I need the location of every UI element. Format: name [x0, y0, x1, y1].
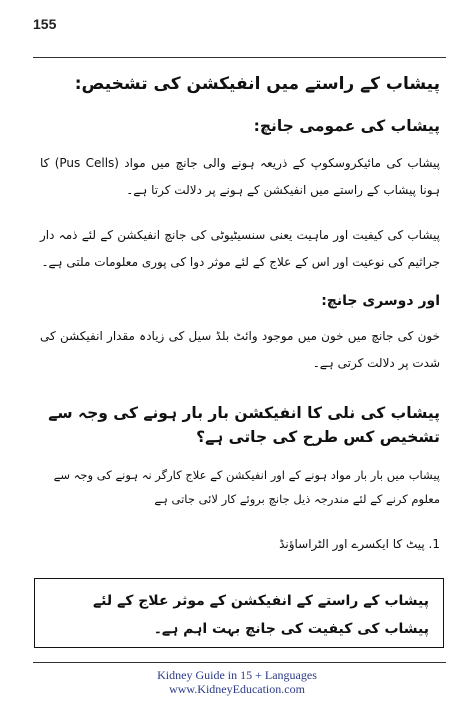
footer [0, 668, 474, 696]
general-test-paragraph: پیشاب کی مائیکروسکوپ کے ذریعہ ہونے والی جانچ میں مواد (Pus Cells) کا ہونا پیشاب کے راستے میں انفیکشن کے ہونے پر دلالت کرتا ہے۔ [40, 156, 440, 197]
footer-divider [33, 662, 446, 663]
callout-box [34, 578, 444, 648]
recurrent-infection-heading: پیشاب کی نلی کا انفیکشن بار بار ہونے کی وجہ سے تشخیص کس طرح کی جاتی ہے؟ [48, 404, 440, 446]
header-divider [33, 57, 446, 58]
culture-test-paragraph: پیشاب کی کیفیت اور ماہیت یعنی سنسیٹیوٹی کی جانچ انفیکشن کے لئے ذمہ دار جراثیم کی نوعیت اور اس کے علاج کے لئے موثر دوا کی پوری معلومات ملتی ہے۔ [40, 228, 440, 269]
general-test-heading: پیشاب کی عمومی جانچ: [253, 117, 440, 135]
section-title: پیشاب کے راستے میں انفیکشن کی تشخیص: [74, 74, 440, 94]
blood-test-paragraph: خون کی جانچ میں خون میں موجود وائٹ بلڈ سیل کی زیادہ مقدار انفیکشن کی شدت پر دلالت کرتی ہے۔ [40, 329, 440, 370]
footer-title: Kidney Guide in 15 + Languages [157, 668, 317, 682]
footer-website-link[interactable]: www.KidneyEducation.com [169, 682, 305, 696]
list-item-xray-ultrasound: 1. پیٹ کا ایکسرے اور الٹراساؤنڈ [279, 537, 440, 551]
recurrent-infection-paragraph: پیشاب میں بار بار مواد ہونے کے اور انفیکشن کے علاج کارگر نہ ہونے کی وجہ سے معلوم کرنے کے لئے مندرجہ ذیل جانچ بروئے کار لائی جاتی ہے [53, 468, 440, 506]
page-number: 155 [33, 16, 57, 32]
other-tests-heading: اور دوسری جانچ: [321, 293, 440, 309]
callout-text: پیشاب کے راستے کے انفیکشن کے موثر علاج کے لئے پیشاب کی کیفیت کی جانچ بہت اہم ہے۔ [92, 593, 429, 637]
